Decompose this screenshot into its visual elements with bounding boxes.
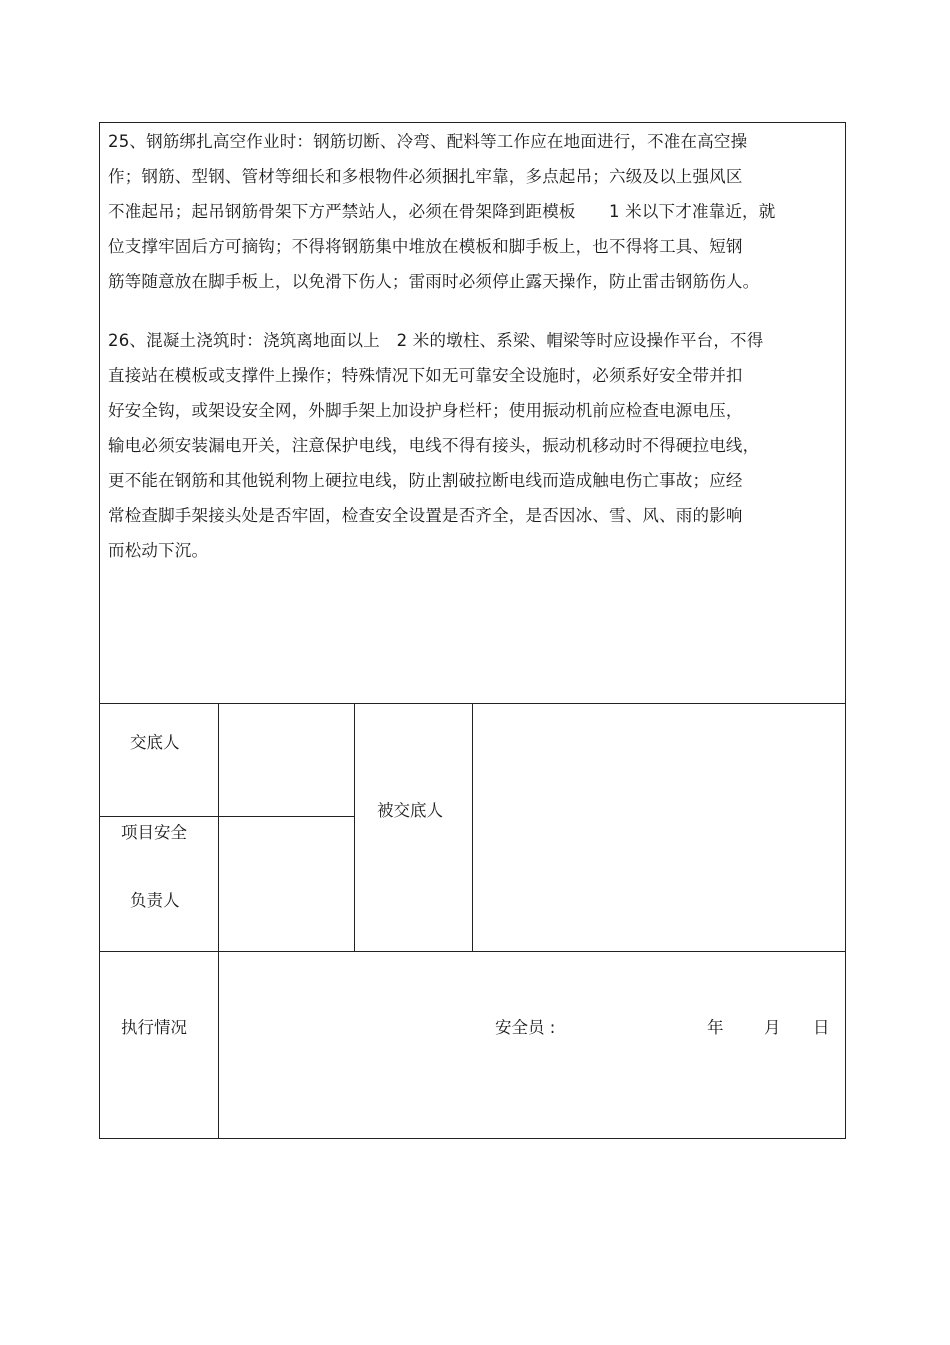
- item-26-line: 更不能在钢筋和其他锐利物上硬拉电线，防止割破拉断电线而造成触电伤亡事故；应经: [108, 471, 743, 490]
- item-25-line: 不准起吊；起吊钢筋骨架下方严禁站人，必须在骨架降到距模板 1 米以下才准靠近，就: [108, 202, 776, 221]
- date-month-label: 月: [764, 1018, 781, 1037]
- item-25-line: 作；钢筋、型钢、管材等细长和多根物件必须捆扎牢靠，多点起吊；六级及以上强风区: [108, 167, 743, 186]
- item-26-line: 26、混凝土浇筑时：浇筑离地面以上 2 米的墩柱、系梁、帽梁等时应设操作平台，不得: [108, 331, 764, 350]
- item-25-line: 25、钢筋绑扎高空作业时：钢筋切断、冷弯、配料等工作应在地面进行，不准在高空操: [108, 132, 748, 151]
- row-divider-handover: [99, 816, 354, 817]
- col-divider-3: [472, 703, 473, 952]
- item-26-line: 常检查脚手架接头处是否牢固，检查安全设置是否齐全，是否因冰、雪、风、雨的影响: [108, 506, 743, 525]
- item-25-paragraph: [108, 124, 830, 299]
- item-26-line: 直接站在模板或支撑件上操作；特殊情况下如无可靠安全设施时，必须系好安全带并扣: [108, 366, 743, 385]
- receiver-label: 被交底人: [377, 801, 443, 820]
- safety-responsible-label-line1: 项目安全: [121, 823, 187, 842]
- handover-person-label: 交底人: [130, 733, 180, 752]
- item-26-line: 输电必须安装漏电开关，注意保护电线，电线不得有接头，振动机移动时不得硬拉电线，: [108, 436, 760, 455]
- date-year-label: 年: [707, 1018, 724, 1037]
- item-25-line: 筋等随意放在脚手板上，以免滑下伤人；雷雨时必须停止露天操作，防止雷击钢筋伤人。: [108, 272, 760, 291]
- item-26-line: 好安全钩，或架设安全网，外脚手架上加设护身栏杆；使用振动机前应检查电源电压，: [108, 401, 743, 420]
- execution-status-label: 执行情况: [121, 1018, 187, 1037]
- item-26-paragraph: [108, 323, 830, 568]
- item-26-line: 而松动下沉。: [108, 541, 209, 560]
- safety-responsible-label-line2: 负责人: [130, 891, 180, 910]
- item-25-line: 位支撑牢固后方可摘钩；不得将钢筋集中堆放在模板和脚手板上，也不得将工具、短钢: [108, 237, 743, 256]
- safety-officer-label: 安全员 :: [495, 1018, 556, 1037]
- col-divider-2: [354, 703, 355, 952]
- date-day-label: 日: [813, 1018, 830, 1037]
- col-divider-1: [218, 703, 219, 1139]
